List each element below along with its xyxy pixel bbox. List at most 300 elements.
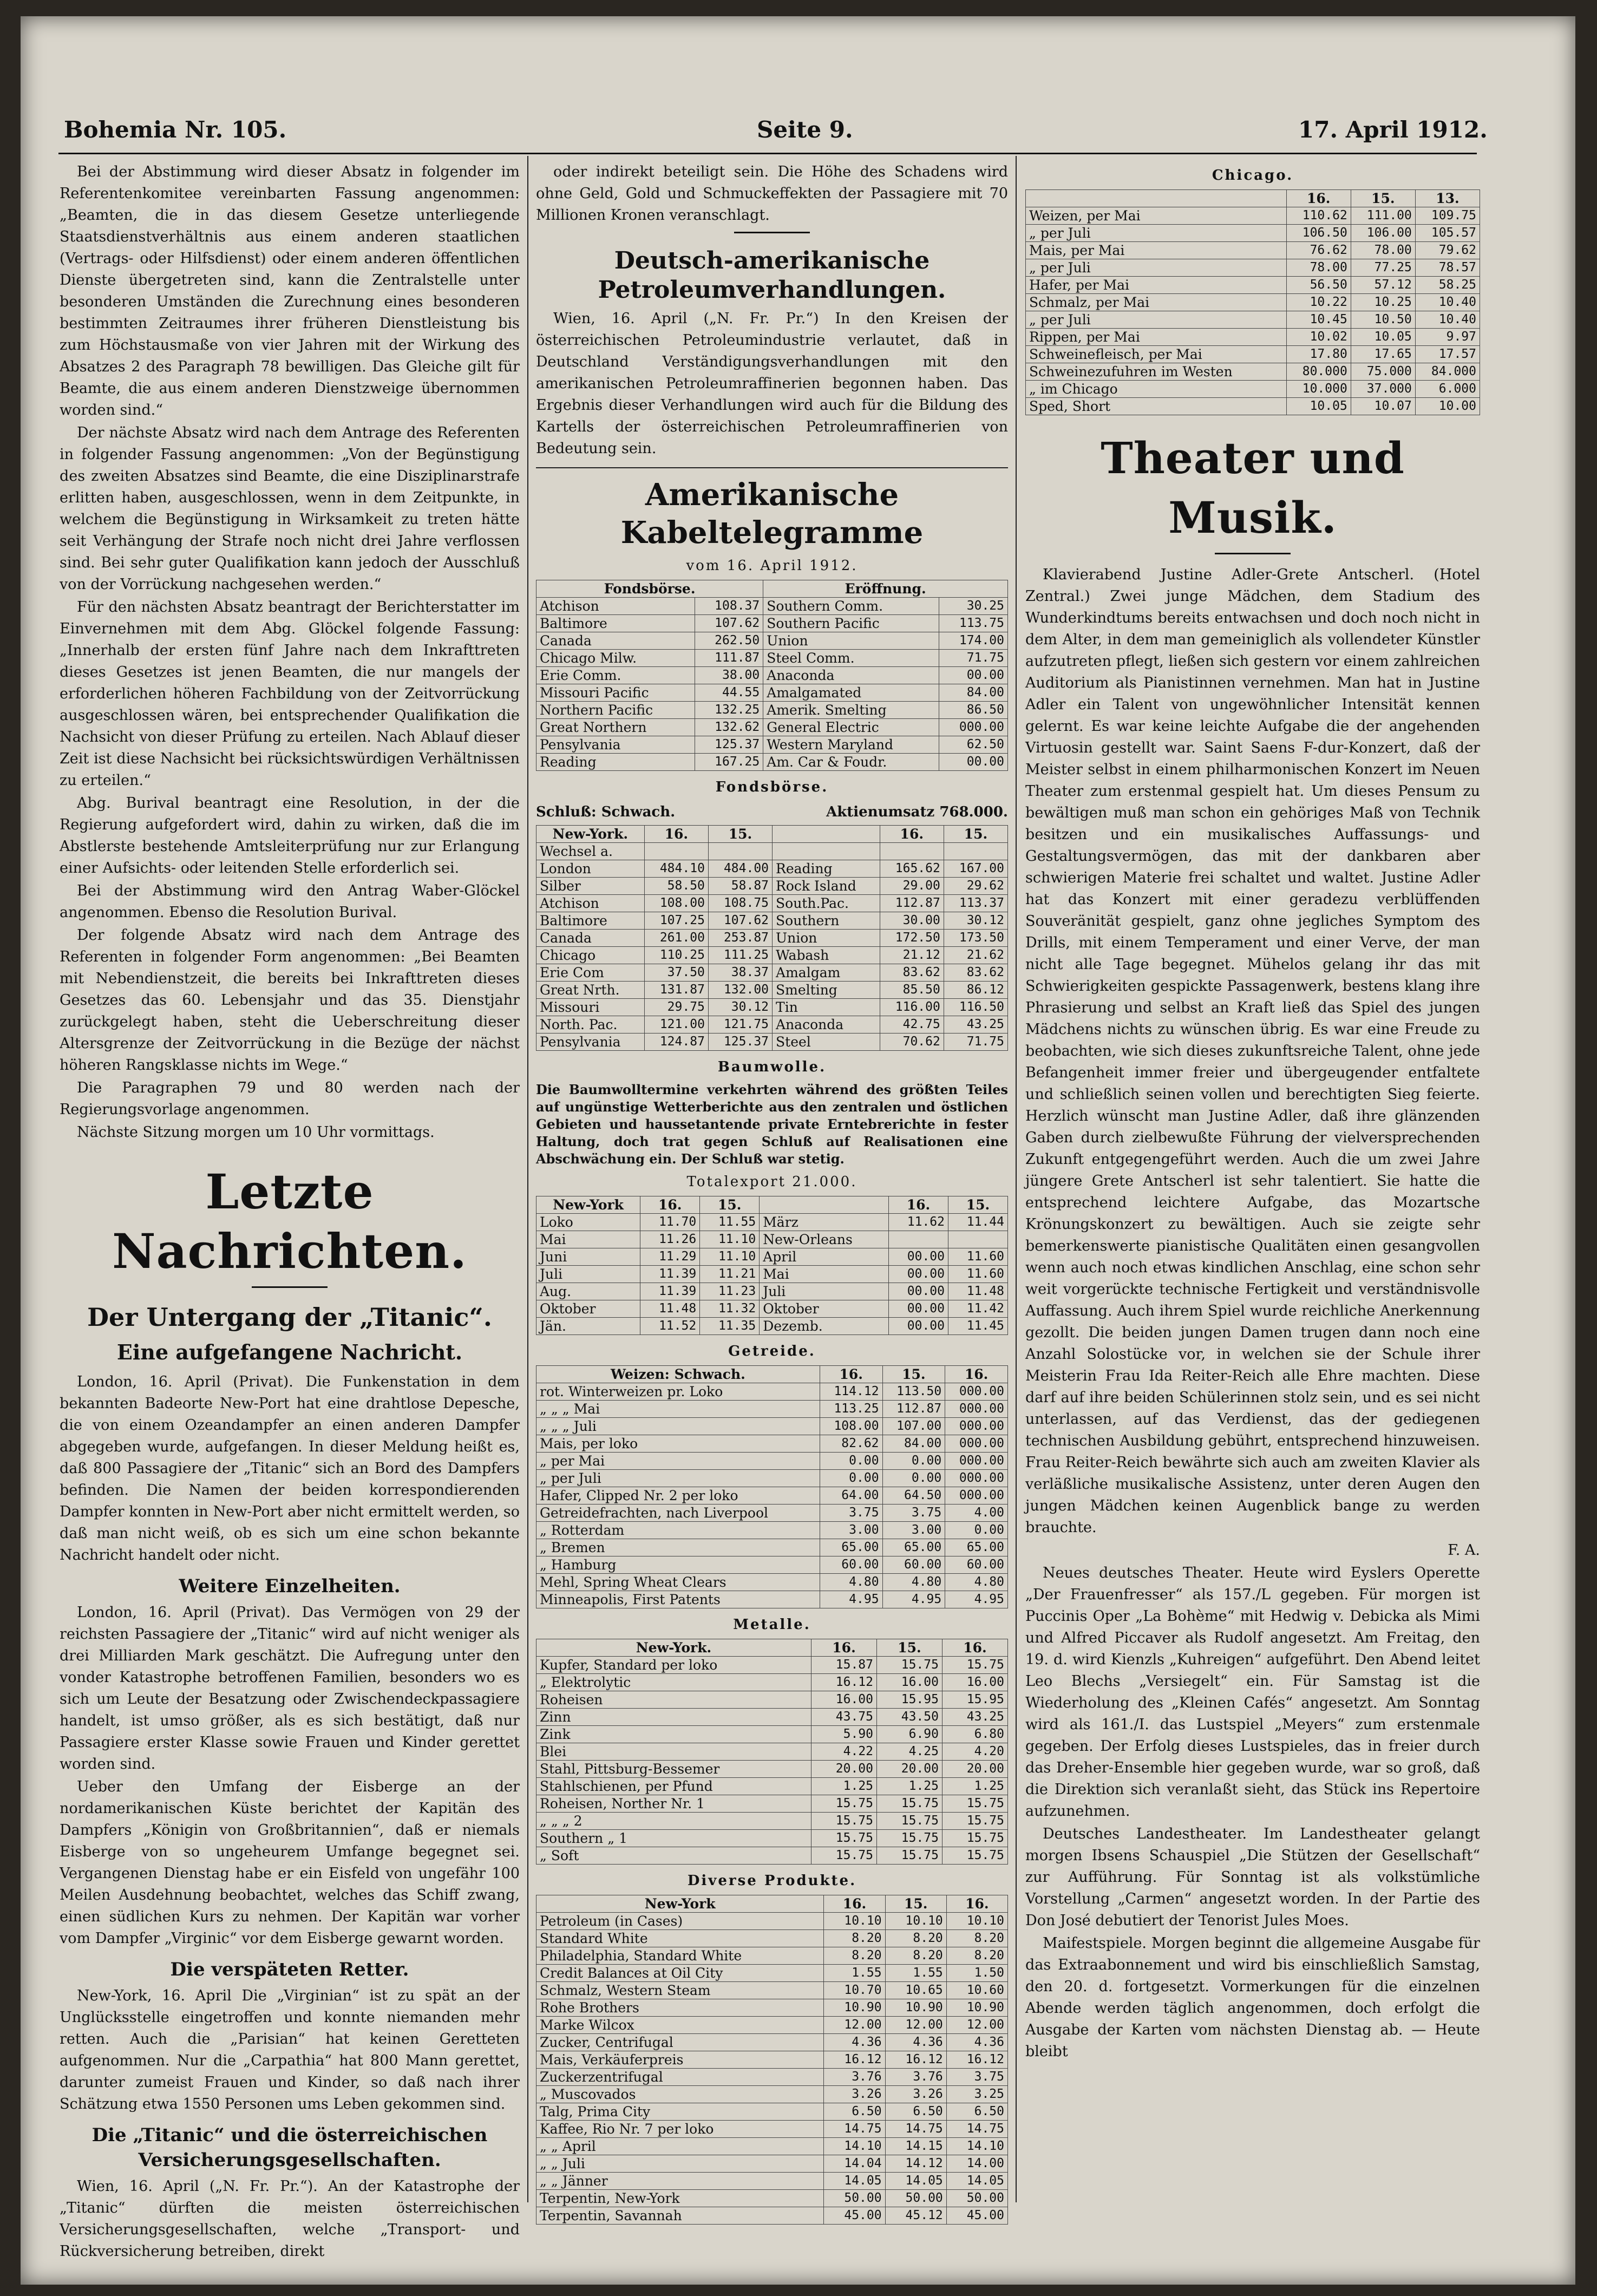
table-cell: Juli xyxy=(536,1266,640,1283)
table-cell: 10.02 xyxy=(1286,329,1351,346)
table-cell: 107.25 xyxy=(644,912,708,930)
table-cell: „ per Juli xyxy=(536,1470,820,1487)
column-header: 16. xyxy=(640,1196,700,1214)
table-cell: Zucker, Centrifugal xyxy=(536,2034,824,2051)
table-row xyxy=(536,1743,1008,1761)
paragraph: Deutsches Landestheater. Im Landestheater gelangt morgen Ibsens Schauspiel „Die Stützen der Gesellschaft“ zur Aufführung. Für Sonntag ist als volkstümliche Vorstellung „Carmen“ angesetzt worden. In der Partie des Don José debutiert der Tenorist Jules Moes. xyxy=(1025,1826,1480,1929)
table-cell: 10.25 xyxy=(1351,294,1415,311)
table-cell: 86.50 xyxy=(939,702,1008,719)
table-cell: Kupfer, Standard per loko xyxy=(536,1657,811,1674)
table-cell: 10.10 xyxy=(885,1913,946,1930)
table-cell: 14.75 xyxy=(885,2121,946,2138)
column-header: 16. xyxy=(644,826,708,843)
table-cell xyxy=(880,843,944,860)
table-cell: 10.70 xyxy=(824,1982,885,1999)
table-cell: Philadelphia, Standard White xyxy=(536,1947,824,1965)
table-cell: 38.37 xyxy=(708,964,772,982)
table-cell: Blei xyxy=(536,1743,811,1761)
table-cell: 58.25 xyxy=(1415,277,1480,294)
table-cell: 000.00 xyxy=(945,1383,1008,1401)
table-cell: „ Bremen xyxy=(536,1539,820,1556)
table-row xyxy=(536,1574,1008,1591)
table-row xyxy=(536,1591,1008,1608)
table-cell: South.Pac. xyxy=(773,895,880,912)
table-cell: Erie Com xyxy=(536,964,645,982)
table-cell: „ im Chicago xyxy=(1026,381,1287,398)
paragraph: oder indirekt beteiligt sein. Die Höhe des Schadens wird ohne Geld, Gold und Schmuckeffekten der Passagiere mit 70 Millionen Kronen veranschlagt. xyxy=(536,163,1008,224)
table-cell: 6.50 xyxy=(824,2103,885,2121)
table-cell: Marke Wilcox xyxy=(536,2017,824,2034)
table-header-row xyxy=(536,1639,1008,1657)
table-cell: 10.10 xyxy=(946,1913,1007,1930)
column-header xyxy=(760,1196,889,1214)
table-header-row xyxy=(536,1895,1008,1913)
table-caption: Metalle. xyxy=(733,1617,811,1633)
table-cell: 14.12 xyxy=(885,2155,946,2173)
table-cell: 111.87 xyxy=(695,650,763,667)
table-cell: 29.75 xyxy=(644,999,708,1016)
table-cell: 11.23 xyxy=(700,1283,760,1300)
table-row xyxy=(536,1913,1008,1930)
table-cell: Union xyxy=(763,632,939,650)
table-row xyxy=(536,1947,1008,1965)
section-title-letzte-nachrichten: Letzte Nachrichten. xyxy=(112,1163,467,1279)
table-cell: 5.90 xyxy=(811,1726,877,1743)
table-cell: Getreidefrachten, nach Liverpool xyxy=(536,1504,820,1522)
subheadline: Weitere Einzelheiten. xyxy=(179,1575,401,1597)
table-cell: 125.37 xyxy=(708,1033,772,1051)
table-cell: 65.00 xyxy=(820,1539,882,1556)
table-cell: 15.75 xyxy=(811,1847,877,1865)
table-cell: 3.76 xyxy=(824,2069,885,2086)
table-cell: Chicago Milw. xyxy=(536,650,695,667)
table-caption: Fondsbörse. xyxy=(715,779,829,795)
table-row xyxy=(536,878,1008,895)
table-row xyxy=(536,843,1008,860)
table-row xyxy=(1026,398,1480,415)
table-row xyxy=(536,1813,1008,1830)
table-cell: 30.12 xyxy=(708,999,772,1016)
table-cell: Juni xyxy=(536,1248,640,1266)
table-row xyxy=(536,1982,1008,1999)
table-cell: 112.87 xyxy=(880,895,944,912)
table-cell: 1.25 xyxy=(811,1778,877,1795)
table-cell: 3.75 xyxy=(820,1504,882,1522)
table-cell: 3.25 xyxy=(946,2086,1007,2103)
table-cell: 86.12 xyxy=(944,982,1007,999)
table-row xyxy=(536,930,1008,947)
table-cell: Chicago xyxy=(536,947,645,964)
table-cell: Rock Island xyxy=(773,878,880,895)
table-row xyxy=(536,2069,1008,2086)
table-cell: 8.20 xyxy=(946,1947,1007,1965)
paragraph: Nächste Sitzung morgen um 10 Uhr vormittags. xyxy=(77,1124,435,1141)
table-cell: 4.36 xyxy=(824,2034,885,2051)
table-cell: 110.25 xyxy=(644,947,708,964)
table-cell: 6.80 xyxy=(942,1726,1007,1743)
table-cell: 108.37 xyxy=(695,598,763,615)
table-caption: Baumwolle. xyxy=(717,1059,827,1075)
table-cell: 174.00 xyxy=(939,632,1008,650)
table-cell: 132.62 xyxy=(695,719,763,736)
table-cell: 6.50 xyxy=(885,2103,946,2121)
table-cell: 6.50 xyxy=(946,2103,1007,2121)
table-cell: 3.00 xyxy=(820,1522,882,1539)
table-cell: Anaconda xyxy=(763,667,939,684)
table-row xyxy=(536,1383,1008,1401)
table-cell: Rippen, per Mai xyxy=(1026,329,1287,346)
schluss-text: Schluß: Schwach. xyxy=(536,804,676,820)
table-cell: 79.62 xyxy=(1415,242,1480,259)
table-cell: 16.12 xyxy=(885,2051,946,2069)
table-cell: 78.00 xyxy=(1286,259,1351,277)
table-cell: Erie Comm. xyxy=(536,667,695,684)
table-cell: 83.62 xyxy=(944,964,1007,982)
table-cell: 105.57 xyxy=(1415,225,1480,242)
table-cell: 0.00 xyxy=(820,1453,882,1470)
table-cell: 173.50 xyxy=(944,930,1007,947)
table-row xyxy=(536,754,1008,771)
table-cell: 107.62 xyxy=(708,912,772,930)
table-row xyxy=(536,719,1008,736)
table-cell: New-Orleans xyxy=(760,1231,889,1248)
section-title-theater: Theater und Musik. xyxy=(1101,433,1405,543)
table-cell: „ per Juli xyxy=(1026,311,1287,329)
table-cell: 16.00 xyxy=(942,1674,1007,1691)
table-row xyxy=(536,1435,1008,1453)
table-cell: Mais, Verkäuferpreis xyxy=(536,2051,824,2069)
table-cell: 262.50 xyxy=(695,632,763,650)
table-cell: 167.00 xyxy=(944,860,1007,878)
table-cell: Smelting xyxy=(773,982,880,999)
table-cell: Kaffee, Rio Nr. 7 per loko xyxy=(536,2121,824,2138)
table-row xyxy=(1026,207,1480,225)
table-cell: 29.62 xyxy=(944,878,1007,895)
table-cell: Zinn xyxy=(536,1709,811,1726)
paragraph: Klavierabend Justine Adler-Grete Antscherl. (Hotel Zentral.) Zwei junge Mädchen, dem Stadium des Wunderkindtums bereits entwachsen und doch noch nicht in dem Alter, in dem man gemeiniglich als vollendeter Künstler aufzutreten pflegt, ließen sich gestern vor einem zahlreichen Auditorium als Pianistinnen vernehmen. Man hat in Justine Adler ein Talent von ungewöhnlicher Intensität kennen gelernt. Es war keine leichte Aufgabe die der angehenden Virtuosin gestellt war. Saint Saens F-dur-Konzert, daß der Meister selbst in einem philharmonischen Konzert im Neuen Theater zum erstenmal gespielt hat. Um dieses Pensum zu bewältigen muß man schon ein gehöriges Maß von Technik besitzen und ein musikalisches Auffassungs- und Gestaltungsvermögen, das mit der dankbaren aber schwierigen Materie frei schaltet und waltet. Justine Adler hat das Konzert mit einer geradezu verblüffenden Souveränität gespielt, ganz ohne jegliches Symptom des Drills, mit einem Temperament und einer Verve, der man nicht alle Tage begegnet. Mühelos gelang ihr das mit Schwierigkeiten gespickte Passagenwerk, bestens klang ihre Phrasierung und selbst an Kraft ließ das Spiel des jungen Mädchens nichts zu wünschen übrig. Es war eine Freude zu beobachten, wie sich dieses zukunftsreiche Talent, ohne jede Befangenheit immer freier und übergeugender entfaltete und schließlich seinen vollen und berechtigten Sieg feierte. Herzlich wünscht man Justine Adler, daß ihre glänzenden Gaben durch zielbewußte Führung der vielversprechenden Zukunft entgegengeführt werden. Auch die um zwei Jahre jüngere Grete Antscherl ist sehr talentiert. Sie hatte die entsprechend leichtere Aufgabe, das Mozartsche Krönungskonzert zu bewältigen. Auch sie zeigte sehr bemerkenswerte pianistische Qualitäten einen gesangvollen wenn auch noch etwas kindlichen Anschlag, eine schon sehr weit vorgerückte technische Fertigkeit und verständnisvolle Auffassung. Auch ihrem Spiel wurde reichliche Anerkennung gezollt. Die beiden jungen Damen trugen dann noch eine Anzahl Solostücke vor, in welchen sie der Schule ihrer Meisterin Frau Ida Reiter-Reich alle Ehre machten. Diese darf auf ihre beiden Schülerinnen stolz sein, und es sei nicht unterlassen, auf das Verdienst, das der gediegenen technischen Ausbildung gebührt, entsprechend hinzuweisen. Frau Reiter-Reich bewährte sich auch am zweiten Klavier als verläßliche musikalische Assistenz, unter deren Augen den jungen Mädchen keinen Augenblick bange zu werden brauchte. xyxy=(1025,566,1480,1536)
table-row xyxy=(536,1539,1008,1556)
table-row xyxy=(536,2017,1008,2034)
table-cell: 43.25 xyxy=(942,1709,1007,1726)
table-row xyxy=(536,1778,1008,1795)
column-header: 15. xyxy=(877,1639,943,1657)
table-cell: 71.75 xyxy=(944,1033,1007,1051)
table-row xyxy=(536,1709,1008,1726)
table-cell: 4.80 xyxy=(820,1574,882,1591)
table-cell: 84.00 xyxy=(939,684,1008,702)
column-header: 16. xyxy=(1286,190,1351,207)
table-cell: 64.50 xyxy=(882,1487,945,1504)
table-cell: 11.44 xyxy=(948,1214,1007,1231)
table-cell: 107.62 xyxy=(695,615,763,632)
table-row xyxy=(536,1300,1008,1318)
table-cell: 16.12 xyxy=(824,2051,885,2069)
table-cell xyxy=(889,1231,948,1248)
table-row xyxy=(1026,381,1480,398)
table-cell: Roheisen xyxy=(536,1691,811,1709)
table-cell: Dezemb. xyxy=(760,1318,889,1335)
table-row xyxy=(536,1248,1008,1266)
table-row xyxy=(1026,259,1480,277)
table-cell: 121.75 xyxy=(708,1016,772,1033)
column-header xyxy=(1026,190,1287,207)
paragraph: Der folgende Absatz wird nach dem Antrage des Referenten in folgender Form angenommen: „Bei Beamten mit Nebendienstzeit, die bereits bei Inkrafttreten dieses Gesetzes das 60. Lebensjahr und das 35. Dienstjahr zurückgelegt haben, steht die Ueberschreitung dieser Altersgrenze der Zeitvorrückung in die Bezüge der nächst höheren Rangsklasse nichts im Wege.“ xyxy=(60,927,520,1074)
table-cell: Atchison xyxy=(536,598,695,615)
table-cell: 15.95 xyxy=(877,1691,943,1709)
table-row xyxy=(1026,363,1480,381)
table-row xyxy=(536,667,1008,684)
table-cell: 8.20 xyxy=(885,1930,946,1947)
table-cell: 1.25 xyxy=(942,1778,1007,1795)
table-cell: General Electric xyxy=(763,719,939,736)
table-row xyxy=(536,1847,1008,1865)
headline-kabeltelegramme: Amerikanische Kabeltelegramme xyxy=(620,477,924,551)
divider xyxy=(252,1286,328,1288)
table-row xyxy=(536,1830,1008,1847)
table-cell: 15.75 xyxy=(942,1657,1007,1674)
table-cell: Pensylvania xyxy=(536,1033,645,1051)
table-row xyxy=(536,2103,1008,2121)
table-cell: „ Soft xyxy=(536,1847,811,1865)
table-cell: 11.55 xyxy=(700,1214,760,1231)
table-cell: 132.25 xyxy=(695,702,763,719)
table-cell: 10.40 xyxy=(1415,294,1480,311)
table-cell: 21.12 xyxy=(880,947,944,964)
column-header: 16. xyxy=(820,1366,882,1383)
table-cell: 30.12 xyxy=(944,912,1007,930)
subheadline: Die „Titanic“ und die österreichischen Versicherungsgesellschaften. xyxy=(91,2124,488,2171)
table-caption: Diverse Produkte. xyxy=(687,1873,857,1889)
table-cell: „ Muscovados xyxy=(536,2086,824,2103)
table-cell: 57.12 xyxy=(1351,277,1415,294)
table-cell: 0.00 xyxy=(820,1470,882,1487)
totalexport: Totalexport 21.000. xyxy=(686,1174,858,1190)
table-cell: 37.50 xyxy=(644,964,708,982)
table-baumwolle xyxy=(536,1196,1008,1335)
table-cell: 65.00 xyxy=(945,1539,1008,1556)
table-row xyxy=(536,2034,1008,2051)
table-cell xyxy=(708,843,772,860)
column-header: 15. xyxy=(948,1196,1007,1214)
table-cell: 10.40 xyxy=(1415,311,1480,329)
table-cell: 43.75 xyxy=(811,1709,877,1726)
table-cell: Amerik. Smelting xyxy=(763,702,939,719)
table-cell: Mai xyxy=(536,1231,640,1248)
table-cell: 4.95 xyxy=(882,1591,945,1608)
table-row xyxy=(536,1283,1008,1300)
table-cell: 11.39 xyxy=(640,1266,700,1283)
table-cell: Northern Pacific xyxy=(536,702,695,719)
table-cell: 15.75 xyxy=(942,1813,1007,1830)
table-row xyxy=(536,736,1008,754)
table-row xyxy=(1026,311,1480,329)
table-row xyxy=(1026,225,1480,242)
table-cell: Mehl, Spring Wheat Clears xyxy=(536,1574,820,1591)
table-cell: Great Nrth. xyxy=(536,982,645,999)
paragraph: Ueber den Umfang der Eisberge an der nordamerikanischen Küste berichtet der Kapitän des Dampfers „Königin von Großbritannien“, daß er niemals Eisberge von so ungeheurem Umfange begegnet sei. Vergangenen Dienstag habe er ein Eisfeld von ungefähr 100 Meilen Ausdehnung beobachtet, welches das Schiff zwang, einen südlichen Kurs zu nehmen. Der Kapitän war vorher vom Dampfer „Virginic“ vor dem Eisberge gewarnt worden. xyxy=(60,1778,520,1947)
table-cell: Zink xyxy=(536,1726,811,1743)
table-cell: 12.00 xyxy=(824,2017,885,2034)
table-cell: 60.00 xyxy=(820,1556,882,1574)
table-cell: 1.55 xyxy=(885,1965,946,1982)
table-cell: 4.95 xyxy=(945,1591,1008,1608)
table-cell: Loko xyxy=(536,1214,640,1231)
table-cell: 165.62 xyxy=(880,860,944,878)
table-cell: 00.00 xyxy=(889,1318,948,1335)
table-cell xyxy=(644,843,708,860)
table-row xyxy=(536,1016,1008,1033)
table-cell: 261.00 xyxy=(644,930,708,947)
table-cell: Petroleum (in Cases) xyxy=(536,1913,824,1930)
table-cell: 83.62 xyxy=(880,964,944,982)
table-cell: 111.00 xyxy=(1351,207,1415,225)
table-cell: 11.60 xyxy=(948,1266,1007,1283)
table-cell: Mai xyxy=(760,1266,889,1283)
table-cell: 00.00 xyxy=(939,667,1008,684)
table-cell: Steel Comm. xyxy=(763,650,939,667)
table-row xyxy=(536,684,1008,702)
table-cell: Reading xyxy=(536,754,695,771)
table-cell: 15.87 xyxy=(811,1657,877,1674)
table-cell: 15.75 xyxy=(877,1795,943,1813)
table-cell: 3.00 xyxy=(882,1522,945,1539)
table-cell: 9.97 xyxy=(1415,329,1480,346)
table-cell: „ Hamburg xyxy=(536,1556,820,1574)
table-cell: 124.87 xyxy=(644,1033,708,1051)
table-cell: Aug. xyxy=(536,1283,640,1300)
table-row xyxy=(536,2086,1008,2103)
table-cell: 11.21 xyxy=(700,1266,760,1283)
table-cell: 11.10 xyxy=(700,1248,760,1266)
table-cell: 15.95 xyxy=(942,1691,1007,1709)
table-cell: 4.20 xyxy=(942,1743,1007,1761)
table-cell: Sped, Short xyxy=(1026,398,1287,415)
table-cell: 50.00 xyxy=(946,2190,1007,2207)
table-cell: 45.00 xyxy=(946,2207,1007,2225)
table-cell: 00.00 xyxy=(889,1248,948,1266)
table-cell: 10.45 xyxy=(1286,311,1351,329)
table-row xyxy=(536,947,1008,964)
table-cell: Anaconda xyxy=(773,1016,880,1033)
table-cell: 109.75 xyxy=(1415,207,1480,225)
table-cell: 14.75 xyxy=(824,2121,885,2138)
table-cell: 84.00 xyxy=(882,1435,945,1453)
table-cell: Canada xyxy=(536,632,695,650)
table-cell: 112.87 xyxy=(882,1401,945,1418)
paragraph: Die Baumwolltermine verkehrten während des größten Teiles auf ungünstige Wetterberichte aus den zentralen und östlichen Gebieten und haussetantende private Erntebrerichte in fester Haltung, doch trat gegen Schluß auf Realisationen eine Abschwächung ein. Der Schluß war stetig. xyxy=(536,1082,1008,1167)
table-getreide xyxy=(536,1365,1008,1608)
table-cell: Southern xyxy=(773,912,880,930)
table-row xyxy=(536,1930,1008,1947)
table-cell: Reading xyxy=(773,860,880,878)
table-cell: 11.10 xyxy=(700,1231,760,1248)
table-cell: 71.75 xyxy=(939,650,1008,667)
paragraph: Neues deutsches Theater. Heute wird Eyslers Operette „Der Frauenfresser“ als 157./L gegeben. Für morgen ist Puccinis Oper „La Bohème“ mit Hedwig v. Debicka als Mimi und Alfred Piccaver als Rudolf angesetzt. Am Freitag, den 19. d. wird Kienzls „Kuhreigen“ aufgeführt. Den Abend leitet Leo Blechs „Versiegelt“ ein. Für Samstag ist die Wiederholung des „Kleinen Cafés“ angesetzt. Am Sonntag wird als 161./I. das Lustspiel „Meyers“ zum erstenmale gegeben. Der Erfolg dieses Lustspieles, das in freier durch das Dreher-Ensemble hier gegeben wurde, war so groß, daß die Direktion sich veranlaßt sieht, das Stück ins Repertoire aufzunehmen. xyxy=(1025,1565,1480,1820)
table-cell: Schweinefleisch, per Mai xyxy=(1026,346,1287,363)
table-cell: 10.90 xyxy=(824,1999,885,2017)
table-row xyxy=(536,2138,1008,2155)
table-row xyxy=(536,1795,1008,1813)
column-1 xyxy=(60,161,520,2264)
table-row xyxy=(536,2155,1008,2173)
paragraph: Bei der Abstimmung wird dieser Absatz in folgender im Referentenkomitee vereinbarten Fassung angenommen: „Beamten, die in das diesem Gesetze unterliegende Staatsdienstverhältnis aus einem anderen staatlichen (Vertrags- oder Hilfsdienst) oder einem anderen öffentlichen Dienste übergetreten sind, kann die Zentralstelle unter besonderen Umständen die Zurechnung eines besonderen bestimmten Zeitraumes ihrer früheren Dienstleistung bis zum Höchstausmaße von vier Jahren mit der Wirkung des Absatzes 2 des Paragraph 78 bewilligen. Das Gleiche gilt für Beamte, die aus einem anderen Dienstzweige übernommen worden sind.“ xyxy=(60,163,520,418)
table-cell: 8.20 xyxy=(885,1947,946,1965)
table-cell: 11.70 xyxy=(640,1214,700,1231)
table-cell: 131.87 xyxy=(644,982,708,999)
table-row xyxy=(536,2190,1008,2207)
table-cell: 78.57 xyxy=(1415,259,1480,277)
column-header: 15. xyxy=(1351,190,1415,207)
table-cell: 16.00 xyxy=(811,1691,877,1709)
table-cell: Atchison xyxy=(536,895,645,912)
table-cell: 253.87 xyxy=(708,930,772,947)
table-row xyxy=(536,1504,1008,1522)
table-cell: 37.000 xyxy=(1351,381,1415,398)
table-cell: 50.00 xyxy=(885,2190,946,2207)
table-cell: 000.00 xyxy=(945,1470,1008,1487)
subheadline: Die verspäteten Retter. xyxy=(170,1959,409,1980)
table-cell: 43.25 xyxy=(944,1016,1007,1033)
table-cell: 3.75 xyxy=(882,1504,945,1522)
table-cell: 113.37 xyxy=(944,895,1007,912)
subheadline: Eine aufgefangene Nachricht. xyxy=(116,1340,463,1364)
table-cell: 00.00 xyxy=(939,754,1008,771)
table-cell: Pensylvania xyxy=(536,736,695,754)
table-cell xyxy=(944,843,1007,860)
table-cell: Schweinezufuhren im Westen xyxy=(1026,363,1287,381)
table-cell: rot. Winterweizen pr. Loko xyxy=(536,1383,820,1401)
table-cell: 82.62 xyxy=(820,1435,882,1453)
table-row xyxy=(536,999,1008,1016)
table-cell: 14.04 xyxy=(824,2155,885,2173)
table-cell: Roheisen, Norther Nr. 1 xyxy=(536,1795,811,1813)
table-cell: 484.00 xyxy=(708,860,772,878)
table-cell: Mais, per loko xyxy=(536,1435,820,1453)
table-caption: Fondsbörse. xyxy=(536,580,763,598)
paragraph: Der nächste Absatz wird nach dem Antrage des Referenten in folgender Fassung angenommen: „Von der Begünstigung des zweiten Absatzes sind Beamte, die eine Disziplinarstrafe erlitten haben, ausgeschlossen, wenn in dem Zeitpunkte, in welchem die Begünstigung in Wirksamkeit zu treten hätte seit Verhängung der Strafe noch nicht drei Jahre verflossen sind. Bei sehr guter Qualifikation kann jedoch der Ausschluß von der Vorrückung nachgesehen werden.“ xyxy=(60,424,520,593)
masthead-left: Bohemia Nr. 105. xyxy=(64,116,287,143)
table-cell: Canada xyxy=(536,930,645,947)
table-cell: 44.55 xyxy=(695,684,763,702)
table-row xyxy=(1026,242,1480,259)
table-cell: 10.05 xyxy=(1286,398,1351,415)
table-cell: 14.10 xyxy=(824,2138,885,2155)
table-cell: 10.90 xyxy=(885,1999,946,2017)
table-cell: Missouri Pacific xyxy=(536,684,695,702)
table-cell: 58.50 xyxy=(644,878,708,895)
table-row xyxy=(1026,329,1480,346)
table-cell: April xyxy=(760,1248,889,1266)
table-cell: 484.10 xyxy=(644,860,708,878)
table-cell: 116.00 xyxy=(880,999,944,1016)
signature: F. A. xyxy=(1448,1542,1480,1559)
table-cell: 11.39 xyxy=(640,1283,700,1300)
table-cell: Am. Car & Foudr. xyxy=(763,754,939,771)
table-cell: Baltimore xyxy=(536,912,645,930)
table-cell: 14.15 xyxy=(885,2138,946,2155)
table-row xyxy=(536,632,1008,650)
table-cell: 17.57 xyxy=(1415,346,1480,363)
table-cell: Jän. xyxy=(536,1318,640,1335)
table-row xyxy=(536,964,1008,982)
table-cell: „ „ „ Mai xyxy=(536,1401,820,1418)
table-cell: 10.10 xyxy=(824,1913,885,1930)
table-cell: Western Maryland xyxy=(763,736,939,754)
column-2 xyxy=(536,161,1008,2230)
table-cell: 30.25 xyxy=(939,598,1008,615)
column-header: 15. xyxy=(882,1366,945,1383)
table-cell: Juli xyxy=(760,1283,889,1300)
